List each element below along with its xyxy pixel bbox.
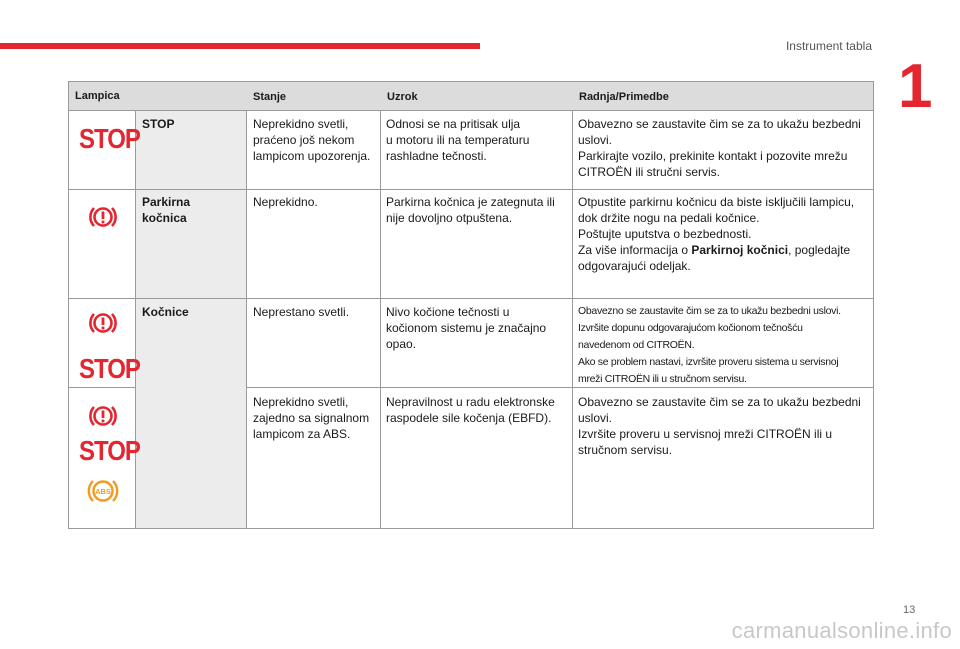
header-lampica: Lampica	[75, 90, 120, 102]
row-divider	[69, 189, 873, 190]
stanje-cell: Neprekidno.	[253, 195, 318, 209]
stop-icon: STOP	[79, 354, 140, 386]
page-number: 13	[903, 604, 916, 616]
table-header	[69, 82, 873, 111]
column-divider	[380, 111, 381, 528]
brake-icon	[88, 308, 118, 338]
section-title: Instrument tabla	[785, 39, 872, 53]
header-accent-bar	[0, 43, 480, 49]
stanje-cell: Neprekidno svetli, praćeno još nekom lampicom upozorenja.	[253, 117, 371, 163]
stanje-cell: Neprekidno svetli, zajedno sa signalnom lampicom za ABS.	[253, 395, 370, 441]
row-divider	[69, 298, 873, 299]
row-name: STOP	[142, 117, 175, 131]
warning-lamps-table	[68, 81, 874, 529]
row-divider	[69, 387, 136, 388]
abs-icon-label: ABS	[95, 487, 111, 496]
stanje-cell: Neprestano svetli.	[253, 305, 350, 319]
radnja-cell: Obavezno se zaustavite čim se za to ukažu bezbedni uslovi. Izvršite proveru u servisnoj mreži CITROËN ili u stručnom servisu.	[578, 395, 861, 457]
header-stanje: Stanje	[253, 91, 287, 103]
uzrok-cell: Nivo kočione tečnosti u kočionom sistemu je značajno opao.	[386, 305, 547, 351]
cross-reference: Parkirnoj kočnici	[691, 243, 789, 257]
radnja-cell: Obavezno se zaustavite čim se za to ukažu bezbedni uslovi. Izvršite dopunu odgovarajućom kočionom tečnošću navedenom od CITROËN. Ako se problem nastavi, izvršite proveru sistema u servisnoj mreži CITROËN ili u stručnom servisu.	[578, 305, 841, 385]
row-name: Parkirna kočnica	[142, 195, 191, 225]
chapter-number: 1	[898, 52, 933, 121]
stop-icon: STOP	[79, 436, 140, 468]
brake-icon	[88, 401, 118, 431]
uzrok-cell: Odnosi se na pritisak ulja u motoru ili na temperaturu rashladne tečnosti.	[386, 117, 530, 163]
radnja-cell: Otpustite parkirnu kočnicu da biste isključili lampicu, dok držite nogu na pedali kočnice. Poštujte uputstva o bezbednosti. Za više informacija o Parkirnoj kočnici, pogledajte odgovarajući odeljak.	[578, 195, 855, 273]
stop-icon: STOP	[79, 124, 140, 156]
parking-brake-icon	[88, 202, 118, 232]
radnja-cell: Obavezno se zaustavite čim se za to ukažu bezbedni uslovi. Parkirajte vozilo, prekinite kontakt i pozovite mrežu CITROËN ili stručni servis.	[578, 117, 861, 179]
watermark: carmanualsonline.info	[731, 618, 952, 643]
header-radnja: Radnja/Primedbe	[579, 91, 669, 103]
header-uzrok: Uzrok	[387, 91, 418, 103]
uzrok-cell: Parkirna kočnica je zategnuta ili nije dovoljno otpuštena.	[386, 195, 555, 225]
uzrok-cell: Nepravilnost u radu elektronske raspodele sile kočenja (EBFD).	[386, 395, 555, 425]
row-name: Kočnice	[142, 305, 189, 319]
column-divider	[572, 111, 573, 528]
abs-icon	[87, 475, 119, 507]
